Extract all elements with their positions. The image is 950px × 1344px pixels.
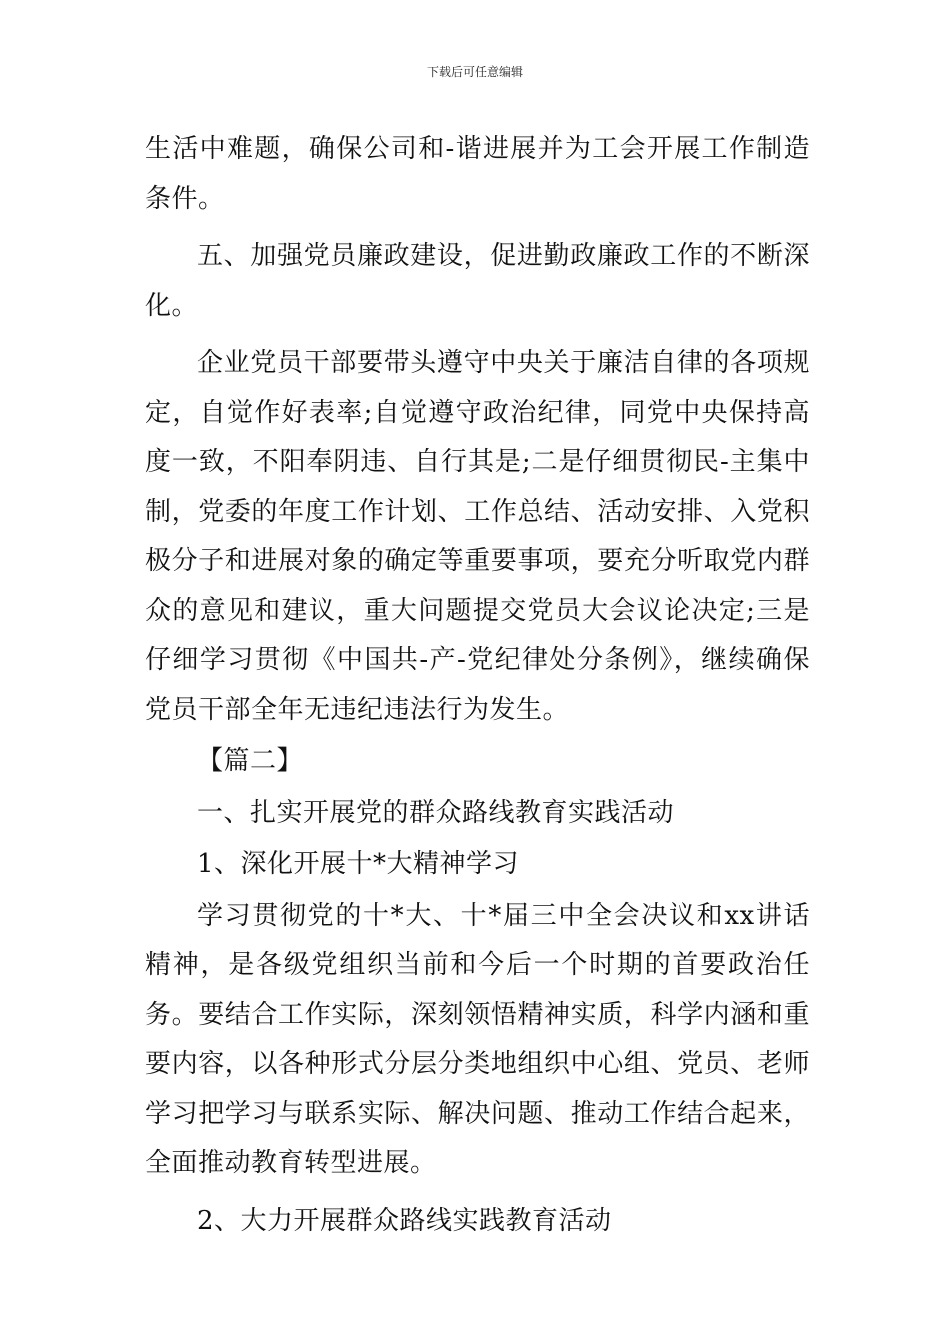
- document-body: [145, 125, 810, 1246]
- section-heading-five: 五、加强党员廉政建设，促进勤政廉政工作的不断深化。: [145, 241, 810, 321]
- chapter-heading-part-two: 【篇二】: [197, 746, 304, 776]
- paragraph-party-discipline: 企业党员干部要带头遵守中央关于廉洁自律的各项规定，自觉作好表率;自觉遵守政治纪律，同党中央保持高度一致，不阳奉阴违、自行其是;二是仔细贯彻民-主集中制，党委的年度工作计划、工作总结、活动安排、入党积极分子和进展对象的确定等重要事项，要充分听取党内群众的意见和建议，重大问题提交党员大会议论决定;三是仔细学习贯彻《中国共-产-党纪律处分条例》，继续确保党员干部全年无违纪违法行为发生。: [145, 348, 810, 725]
- paragraph-study: 学习贯彻党的十*大、十*届三中全会决议和xx讲话精神，是各级党组织当前和今后一个时期的首要政治任务。要结合工作实际，深刻领悟精神实质，科学内涵和重要内容，以各种形式分层分类地组织中心组、党员、老师学习把学习与联系实际、解决问题、推动工作结合起来，全面推动教育转型进展。: [145, 900, 810, 1178]
- section-heading-one: 一、扎实开展党的群众路线教育实践活动: [197, 797, 675, 828]
- paragraph-continuation: 生活中难题，确保公司和-谐进展并为工会开展工作制造条件。: [145, 134, 810, 214]
- page-header-note: 下载后可任意编辑: [426, 65, 523, 79]
- subsection-heading-2: 2、大力开展群众路线实践教育活动: [197, 1205, 612, 1236]
- subsection-heading-1: 1、深化开展十*大精神学习: [197, 849, 520, 879]
